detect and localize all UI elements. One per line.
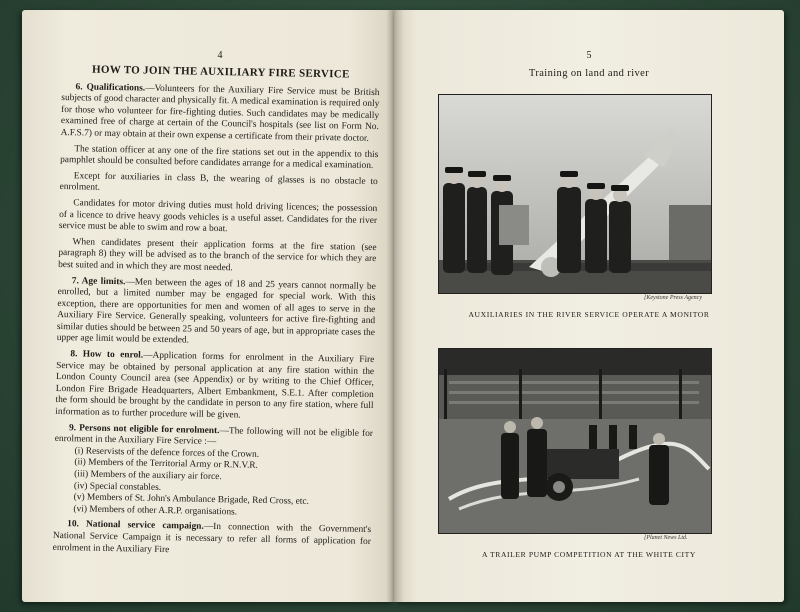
section-text: When candidates present their application forms at the fire station (see paragraph 8) they will be advised as to the branch of the service for which they are best suited and in which they are most needed.	[58, 236, 377, 274]
section-heading: 9. Persons not eligible for enrolment.	[68, 422, 220, 436]
ineligible-list	[73, 446, 372, 521]
photo-credit: [Planet News Ltd.	[644, 535, 688, 541]
section-text: —Men between the ages of 18 and 25 years cannot normally be enrolled, but a limited number may be engaged for special work. With this exception, there are opportunities for men and women of all ages to serve in the Auxiliary Fire Service. Generally speaking, volunteers for active fire-fighting and similar duties should be between 25 and 50 years of age, but in appropriate cases the upper age limit would be extended.	[56, 276, 376, 346]
monitor-photo-image	[439, 95, 711, 293]
photo-trailer-pump	[438, 348, 712, 534]
section-text: The station officer at any one of the fire stations set out in the appendix to this pamphlet should be consulted before candidates arrange for a medical examination.	[60, 143, 379, 172]
section-heading: 10. National service campaign.	[67, 519, 204, 533]
page-title: Training on land and river	[528, 68, 650, 79]
paragraph-how-to-enrol	[55, 349, 374, 425]
list-item: (i) Reservists of the defence forces of the Crown.	[74, 446, 260, 460]
paragraph	[58, 237, 377, 278]
section-text: —Application forms for enrolment in the Auxiliary Fire Service may be obtained by personal application at any fire station within the London County Council area (see Appendix) or by writing to the Chief Officer, London Fire Brigade Headquarters, Albert Embankment, S.E.1. After completion the form should be brought by the candidate in person to any fire station, where full information as to further procedure will be given.	[55, 350, 375, 421]
list-item: (v) Members of St. John's Ambulance Brigade, Red Cross, etc.	[73, 492, 309, 508]
section-text: —Volunteers for the Auxiliary Fire Service must be British subjects of good character and physically fit. A medical examination is required only for those who volunteer for fire-fighting duties. Such candidates may be medically examined free of charge at certain of the Council's hospitals (see list on Form No. A.F.S.7) or may obtain at their own expense a certificate from their private doctor.	[60, 83, 380, 144]
paragraph-qualifications	[61, 82, 380, 146]
photo-credit: [Keystone Press Agency	[644, 295, 702, 301]
right-page-number: 5	[586, 50, 592, 61]
paragraph	[60, 171, 378, 200]
list-item: (vi) Members of other A.R.P. organisations.	[73, 504, 238, 518]
left-page	[22, 10, 394, 602]
list-item: (iv) Special constables.	[73, 480, 162, 493]
photo-river-monitor	[438, 94, 712, 294]
list-item: (iii) Members of the auxiliary air force.	[74, 469, 222, 483]
trailer-pump-photo-image	[439, 349, 711, 533]
section-heading: 7. Age limits.	[71, 275, 126, 287]
section-text: Candidates for motor driving duties must hold driving licences; the possession of a licence to drive heavy goods vehicles is a useful asset. Candidates for the river service must be able to swim and row a boat.	[58, 198, 378, 235]
section-text: Except for auxiliaries in class B, the wearing of glasses is no obstacle to enrolment.	[59, 170, 378, 194]
page-heading: HOW TO JOIN THE AUXILIARY FIRE SERVICE	[91, 63, 350, 81]
left-page-text	[53, 64, 380, 564]
section-heading: 8. How to enrol.	[70, 349, 144, 361]
left-page-number: 4	[217, 50, 223, 61]
paragraph-national-service	[53, 519, 372, 560]
photo-caption: A TRAILER PUMP COMPETITION AT THE WHITE CITY	[482, 550, 696, 559]
paragraph	[60, 144, 378, 173]
section-heading: 6. Qualifications.	[75, 81, 146, 94]
paragraph-age-limits	[57, 275, 376, 351]
section-text: —In connection with the Government's National Service Campaign it is necessary to refer all forms of application for enrolment in the Auxiliary Fire	[52, 522, 372, 555]
paragraph	[59, 198, 378, 239]
right-page	[394, 10, 784, 602]
list-item: (ii) Members of the Territorial Army or R.N.V.R.	[74, 457, 259, 472]
section-text: —The following will not be eligible for enrolment in the Auxiliary Fire Service :—	[54, 425, 374, 448]
open-pamphlet	[22, 10, 784, 602]
photo-caption: AUXILIARIES IN THE RIVER SERVICE OPERATE A MONITOR	[468, 310, 710, 319]
